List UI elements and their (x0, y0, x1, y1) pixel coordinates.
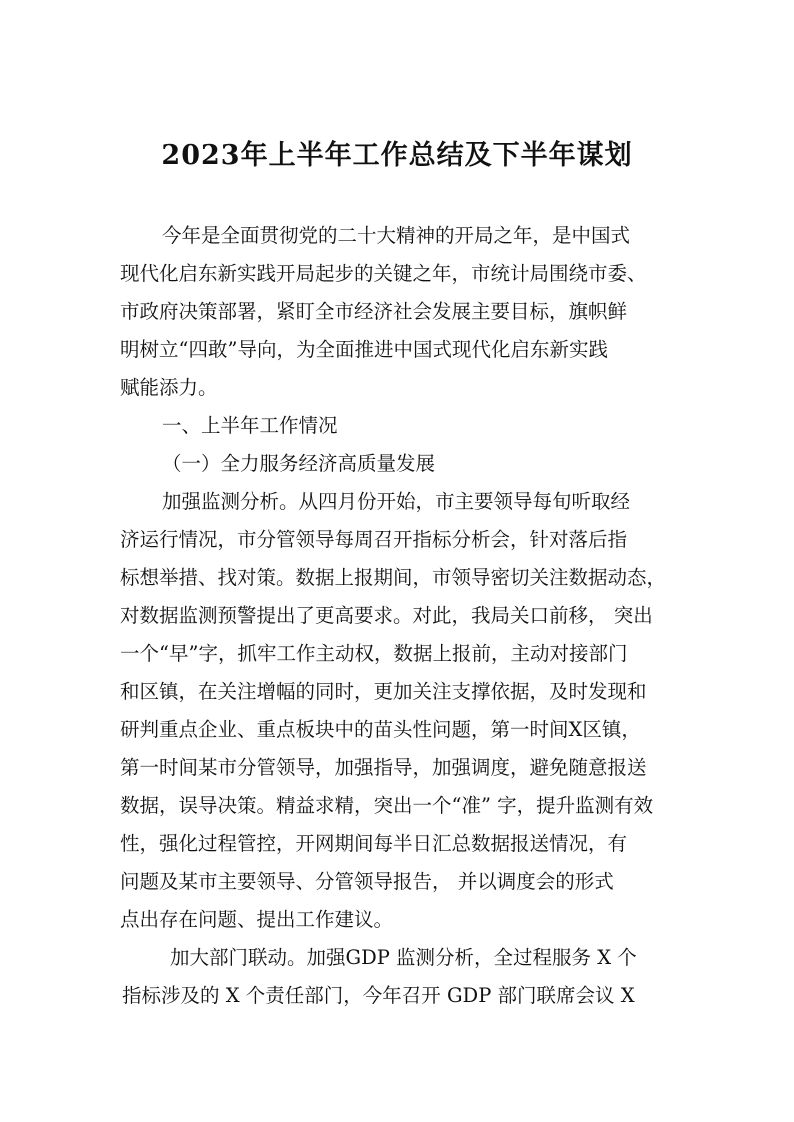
paragraph-line: 研判重点企业、重点板块中的苗头性问题，第一时间X区镇， (120, 718, 641, 741)
paragraph-line: 和区镇，在关注增幅的同时，更加关注支撑依据，及时发现和 (120, 680, 647, 703)
paragraph-line: 一个“早”字，抓牢工作主动权，数据上报前，主动对接部门 (120, 642, 628, 665)
paragraph-line: 市政府决策部署，紧盯全市经济社会发展主要目标，旗帜鲜 (120, 300, 628, 323)
paragraph-line: 数据，误导决策。精益求精，突出一个“准” 字，提升监测有效 (120, 794, 654, 817)
paragraph-line: 加大部门联动。加强GDP 监测分析，全过程服务 X 个 (170, 946, 637, 969)
section-heading: 一、上半年工作情况 (162, 414, 338, 437)
paragraph-line: 济运行情况，市分管领导每周召开指标分析会，针对落后指 (120, 528, 628, 551)
paragraph-line: 标想举措、找对策。数据上报期间，市领导密切关注数据动态， (120, 566, 667, 589)
paragraph-line: 加强监测分析。从四月份开始，市主要领导每旬听取经 (162, 490, 631, 513)
paragraph-line: 第一时间某市分管领导，加强指导，加强调度，避免随意报送 (120, 756, 647, 779)
paragraph-line: 赋能添力。 (120, 376, 218, 399)
paragraph-line: 问题及某市主要领导、分管领导报告， 并以调度会的形式 (120, 870, 614, 893)
paragraph-line: 现代化启东新实践开局起步的关键之年，市统计局围绕市委、 (120, 262, 647, 285)
subsection-heading: （一）全力服务经济高质量发展 (162, 452, 436, 475)
paragraph-line: 明树立“四敢”导向，为全面推进中国式现代化启东新实践 (120, 338, 608, 361)
paragraph-line: 指标涉及的 X 个责任部门，今年召开 GDP 部门联席会议 X (122, 984, 635, 1007)
paragraph-line: 今年是全面贯彻党的二十大精神的开局之年，是中国式 (162, 224, 631, 247)
paragraph-line: 性，强化过程管控，开网期间每半日汇总数据报送情况，有 (120, 832, 628, 855)
paragraph-line: 点出存在问题、提出工作建议。 (120, 908, 394, 931)
document-title: 2023年上半年工作总结及下半年谋划 (161, 140, 633, 171)
paragraph-line: 对数据监测预警提出了更高要求。对此，我局关口前移， 突出 (120, 604, 653, 627)
